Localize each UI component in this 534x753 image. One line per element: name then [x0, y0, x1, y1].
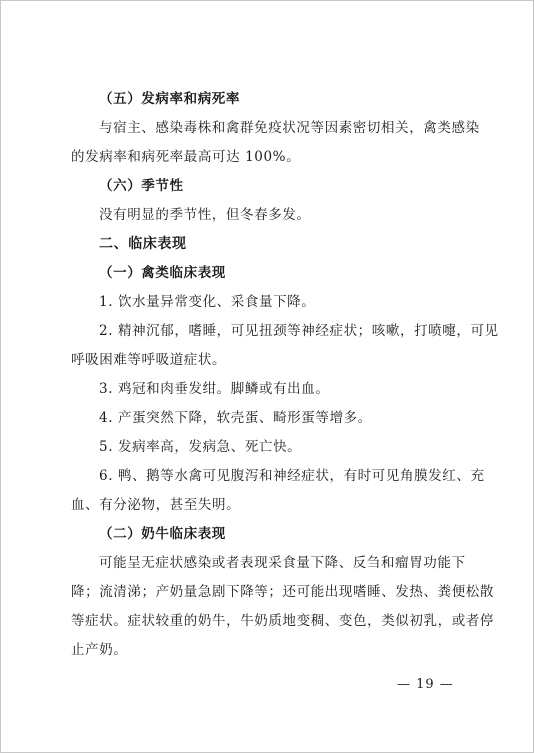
document-body: [71, 89, 499, 660]
list-item-6: [71, 466, 485, 515]
paragraph-line: 5. 发病率高，发病急、死亡快。: [99, 439, 302, 455]
paragraph-line: 可能呈无症状感染或者表现采食量下降、反刍和瘤胃功能下: [99, 555, 466, 571]
paragraph-line: 6. 鸭、鹅等水禽可见腹泻和神经症状，有时可见角膜发红、充: [99, 468, 485, 484]
paragraph-line: 4. 产蛋突然下降，软壳蛋、畸形蛋等增多。: [99, 410, 372, 426]
heading-clinical-signs: 二、临床表现: [99, 236, 187, 252]
paragraph-seasonality: [71, 205, 469, 225]
paragraph-line: 2. 精神沉郁，嗜睡，可见扭颈等神经症状；咳嗽，打喷嚏，可见: [99, 323, 499, 339]
paragraph-line: 没有明显的季节性，但冬春多发。: [99, 207, 311, 223]
paragraph-line: 呼吸困难等呼吸道症状。: [71, 352, 227, 368]
subheading-incidence-mortality: （五）发病率和病死率: [99, 91, 240, 107]
list-item-4: [71, 408, 469, 428]
list-item-2: [71, 321, 499, 370]
paragraph-dairy-cow: [71, 553, 494, 660]
list-item-3: [71, 379, 469, 399]
list-item-5: [71, 437, 469, 457]
paragraph-line: 血、有分泌物，甚至失明。: [71, 497, 241, 513]
paragraph-line: 与宿主、感染毒株和禽群免疫状况等因素密切相关，禽类感染: [99, 120, 480, 136]
paragraph-line: 降；流清涕；产奶量急剧下降等；还可能出现嗜睡、发热、粪便松散: [71, 584, 494, 600]
subheading-seasonality: （六）季节性: [99, 178, 184, 194]
subheading-dairy-cow-signs: （二）奶牛临床表现: [99, 526, 226, 542]
paragraph-line: 3. 鸡冠和肉垂发绀。脚鳞或有出血。: [99, 381, 330, 397]
list-item-1: [71, 292, 469, 312]
subheading-poultry-signs: （一）禽类临床表现: [99, 265, 226, 281]
paragraph-incidence: [71, 118, 480, 167]
paragraph-line: 止产奶。: [71, 642, 128, 658]
paragraph-line: 的发病率和病死率最高可达 100%。: [71, 149, 301, 165]
paragraph-line: 等症状。症状较重的奶牛，牛奶质地变稠、变色，类似初乳，或者停: [71, 613, 494, 629]
page-number: — 19 —: [397, 677, 454, 692]
paragraph-line: 1. 饮水量异常变化、采食量下降。: [99, 294, 316, 310]
